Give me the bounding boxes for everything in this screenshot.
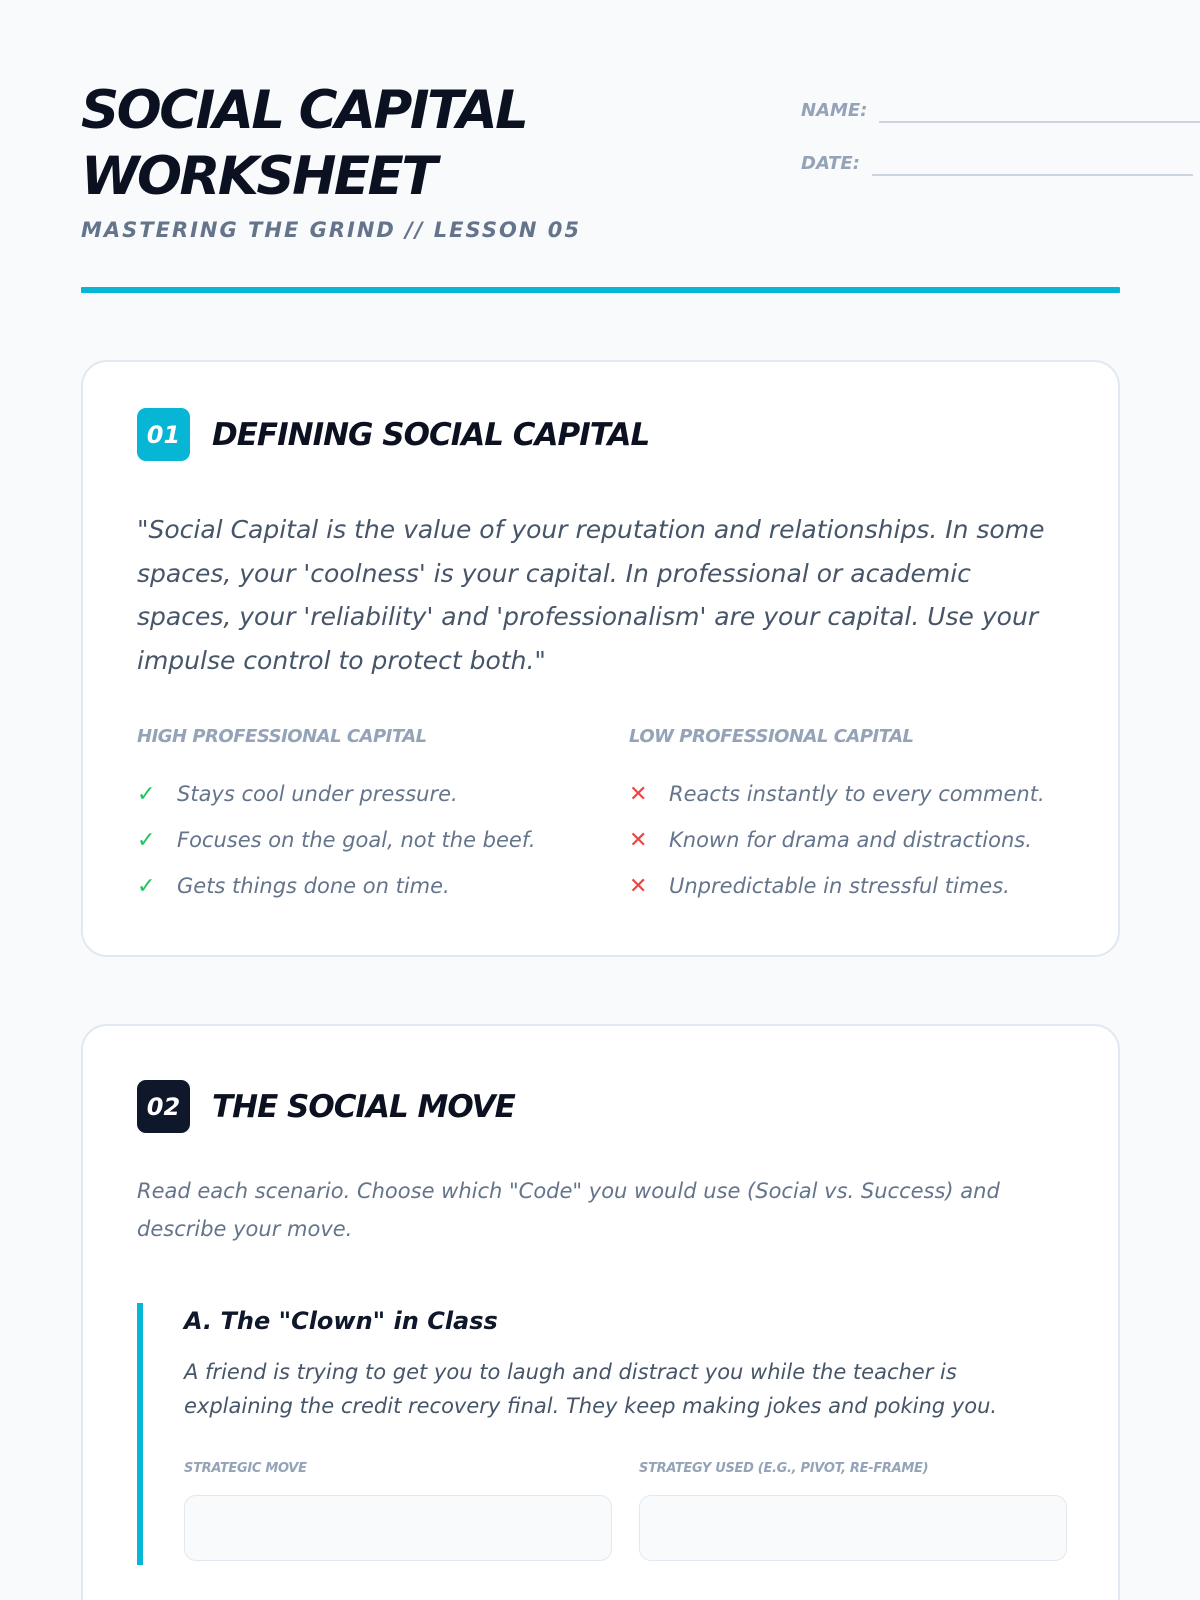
strategic-move-field[interactable] [184,1495,612,1561]
high-capital-list [137,726,577,909]
check-icon: ✓ [137,781,156,807]
section-title: DEFINING SOCIAL CAPITAL [212,416,650,453]
strategy-used-label: STRATEGY USED (E.G., PIVOT, RE-FRAME) [639,1461,929,1476]
low-capital-list [629,726,1069,909]
worksheet-header [81,78,1120,293]
list-item [137,863,577,909]
check-icon: ✓ [137,827,156,853]
student-info [801,88,1200,194]
list-item-text: Gets things done on time. [177,874,450,898]
worksheet-subtitle: MASTERING THE GRIND // LESSON 05 [81,218,581,242]
date-row [801,141,1200,194]
section-social-move [81,1024,1120,1600]
strategy-used-field[interactable] [639,1495,1067,1561]
section-number-badge: 02 [137,1080,190,1133]
section-instructions: Read each scenario. Choose which "Code" you would use (Social vs. Success) and describe your move. [137,1179,1000,1241]
name-label: NAME: [801,100,868,121]
worksheet-title: SOCIAL CAPITAL WORKSHEET [81,80,527,207]
date-field[interactable] [872,146,1193,176]
list-item [137,771,577,817]
list-item-text: Focuses on the goal, not the beef. [177,828,536,852]
list-item-text: Known for drama and distractions. [669,828,1032,852]
name-field[interactable] [879,93,1200,123]
date-label: DATE: [801,153,860,174]
list-item-text: Unpredictable in stressful times. [669,874,1010,898]
list-item-text: Reacts instantly to every comment. [669,782,1045,806]
x-icon: ✕ [629,781,648,807]
x-icon: ✕ [629,827,648,853]
list-item [629,817,1069,863]
scenario-title: A. The "Clown" in Class [184,1307,498,1335]
check-icon: ✓ [137,873,156,899]
high-capital-heading: HIGH PROFESSIONAL CAPITAL [137,726,427,747]
section-heading [137,1080,515,1133]
header-divider [81,287,1120,293]
section-title: THE SOCIAL MOVE [212,1088,515,1125]
list-item [629,863,1069,909]
low-capital-heading: LOW PROFESSIONAL CAPITAL [629,726,914,747]
list-item [629,771,1069,817]
definition-quote: "Social Capital is the value of your reputation and relationships. In some spaces, your 'coolness' is your capital. In professional or academic spaces, your 'reliability' and 'professionalism' are your capital. Use your impulse control to protect both." [137,515,1045,675]
section-number-badge: 01 [137,408,190,461]
section-heading [137,408,649,461]
list-item [137,817,577,863]
scenario-card [137,1303,1067,1565]
name-row [801,88,1200,141]
x-icon: ✕ [629,873,648,899]
section-defining-social-capital [81,360,1120,957]
scenario-description: A friend is trying to get you to laugh and distract you while the teacher is explaining the credit recovery final. They keep making jokes and poking you. [184,1360,998,1418]
list-item-text: Stays cool under pressure. [177,782,458,806]
strategic-move-label: STRATEGIC MOVE [184,1461,307,1476]
